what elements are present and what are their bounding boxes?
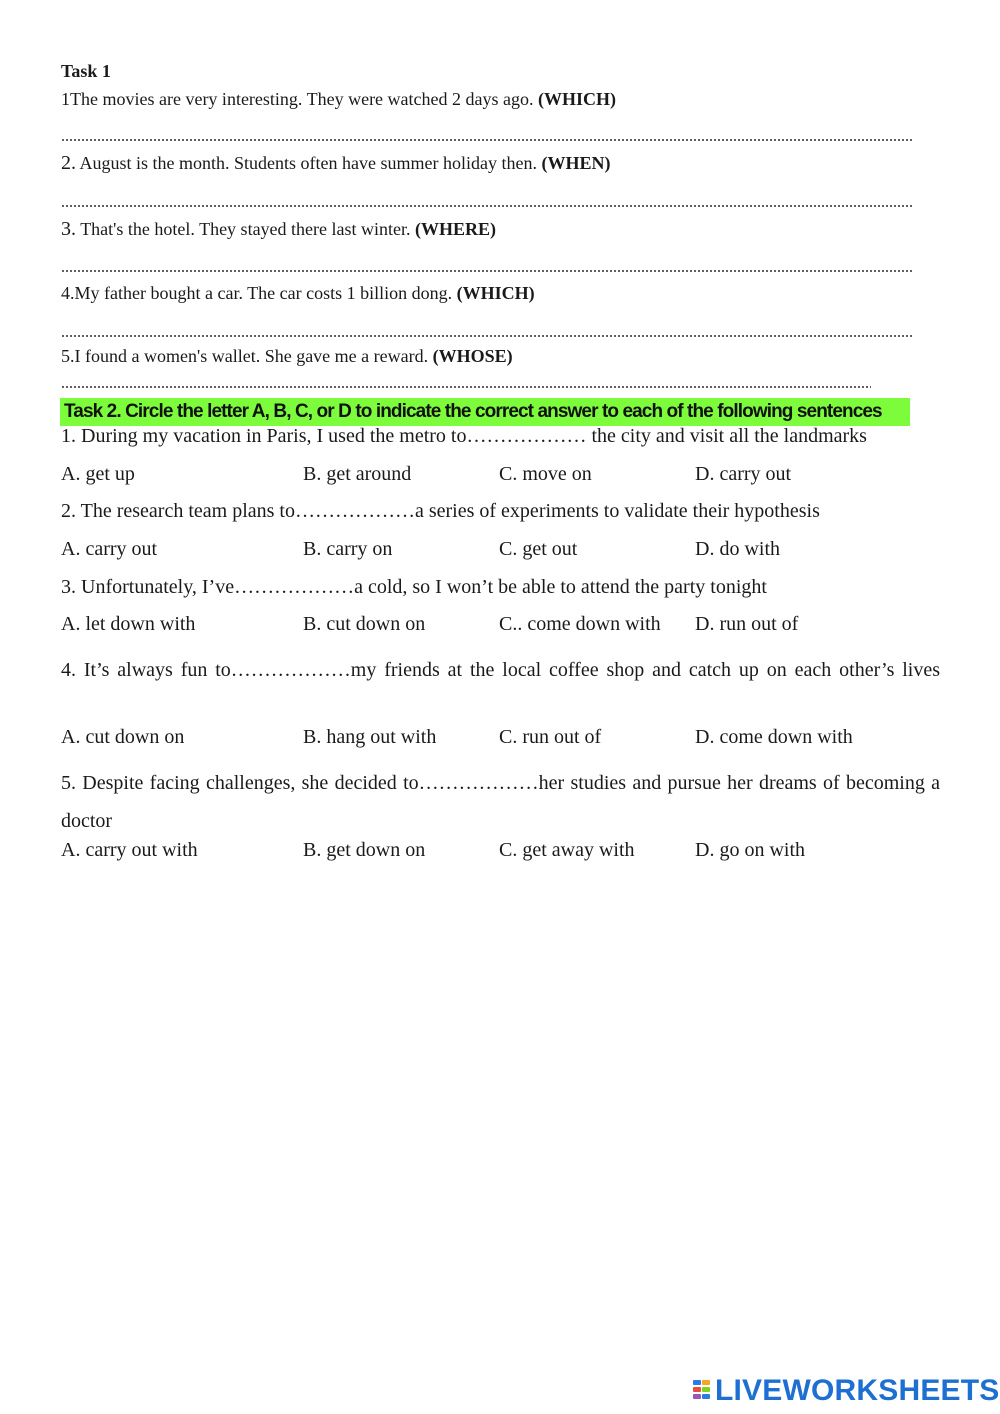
task1-question-1	[61, 89, 616, 110]
option-a[interactable]: A. let down with	[61, 613, 196, 635]
option-b[interactable]: B. get down on	[303, 839, 426, 861]
option-d[interactable]: D. come down with	[695, 726, 853, 748]
option-d[interactable]: D. do with	[695, 538, 780, 560]
option-b[interactable]: B. hang out with	[303, 726, 437, 748]
task2-question-3: 3. Unfortunately, I’ve………………a cold, so I won’t be able to attend the party tonight	[61, 576, 767, 598]
question-number: 1	[61, 89, 70, 109]
option-a[interactable]: A. carry out with	[61, 839, 198, 861]
answer-line-5[interactable]	[61, 386, 871, 388]
option-d[interactable]: D. carry out	[695, 463, 792, 485]
option-c[interactable]: C.. come down with	[499, 613, 661, 635]
liveworksheets-logo[interactable]	[693, 1376, 1000, 1406]
task2-heading: Task 2. Circle the letter A, B, C, or D to indicate the correct answer to each of the following sentences	[60, 398, 910, 426]
option-b[interactable]: B. carry on	[303, 538, 393, 560]
question-hint: (WHEN)	[541, 153, 611, 173]
option-c[interactable]: C. run out of	[499, 726, 602, 748]
question-hint: (WHICH)	[456, 283, 535, 303]
answer-line-4[interactable]	[61, 335, 912, 337]
question-text: My father bought a car. The car costs 1 billion dong.	[74, 283, 453, 303]
question-number: 2.	[61, 152, 76, 174]
question-hint: (WHICH)	[538, 89, 616, 109]
option-a[interactable]: A. cut down on	[61, 726, 185, 748]
option-c[interactable]: C. move on	[499, 463, 592, 485]
task1-question-5	[61, 346, 513, 367]
question-text: The movies are very interesting. They were watched 2 days ago.	[70, 89, 534, 109]
option-a[interactable]: A. get up	[61, 463, 135, 485]
answer-line-3[interactable]	[61, 270, 912, 272]
task1-question-2	[61, 152, 610, 175]
option-c[interactable]: C. get away with	[499, 839, 635, 861]
task2-question-5: 5. Despite facing challenges, she decided to………………her studies and pursue her dreams of becoming a doctor	[61, 772, 940, 832]
answer-line-2[interactable]	[61, 205, 912, 207]
question-text: August is the month. Students often have summer holiday then.	[79, 153, 537, 173]
task2-question-1: 1. During my vacation in Paris, I used the metro to……………… the city and visit all the landmarks	[61, 425, 867, 447]
question-number: 3.	[61, 218, 76, 240]
task1-question-4	[61, 283, 535, 304]
question-text: I found a women's wallet. She gave me a reward.	[74, 346, 429, 366]
task1-title: Task 1	[61, 61, 111, 81]
option-a[interactable]: A. carry out	[61, 538, 158, 560]
logo-text: LIVEWORKSHEETS	[715, 1374, 1000, 1407]
question-number: 4.	[61, 283, 75, 303]
option-b[interactable]: B. get around	[303, 463, 412, 485]
answer-line-1[interactable]	[61, 139, 912, 141]
question-text: That's the hotel. They stayed there last winter.	[80, 219, 411, 239]
option-d[interactable]: D. run out of	[695, 613, 799, 635]
liveworksheets-logo-icon	[693, 1379, 713, 1403]
question-number: 5.	[61, 346, 75, 366]
option-d[interactable]: D. go on with	[695, 839, 805, 861]
option-c[interactable]: C. get out	[499, 538, 578, 560]
question-hint: (WHOSE)	[432, 346, 513, 366]
task2-question-2: 2. The research team plans to………………a series of experiments to validate their hypothesis	[61, 500, 820, 522]
task1-question-3	[61, 218, 496, 241]
question-hint: (WHERE)	[415, 219, 497, 239]
option-b[interactable]: B. cut down on	[303, 613, 426, 635]
task2-question-4: 4. It’s always fun to………………my friends at the local coffee shop and catch up on each other’s lives	[61, 659, 940, 681]
